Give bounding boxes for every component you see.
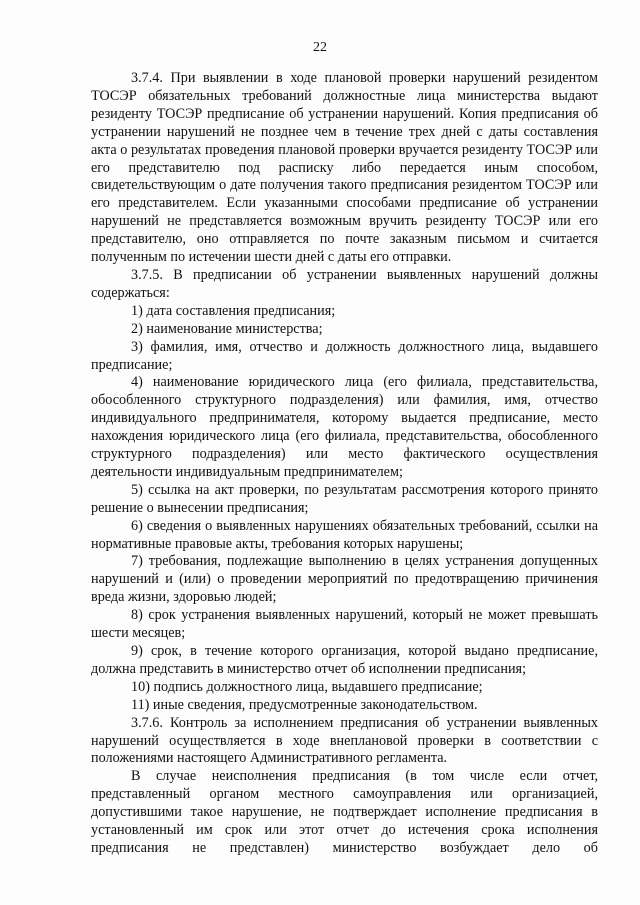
list-item-10: 10) подпись должностного лица, выдавшего предписание; — [131, 678, 483, 695]
list-item-3: 3) фамилия, имя, отчество и должность должностного лица, выдавшего предписание; — [91, 338, 598, 373]
document-body — [91, 70, 598, 858]
list-item-6: 6) сведения о выявленных нарушениях обязательных требований, ссылки на нормативные правовые акты, требования которых нарушены; — [91, 517, 598, 552]
list-item-1: 1) дата составления предписания; — [131, 302, 336, 319]
page-number: 22 — [313, 40, 327, 55]
list-item-4: 4) наименование юридического лица (его филиала, представительства, обособленного структурного подразделения) или фамилия, имя, отчество индивидуального предпринимателя, которому выдается предписание, место нахождения юридического лица (его филиала, представительства, обособленного структурного подразделения) или место фактического осуществления деятельности индивидуальным предпринимателем; — [91, 374, 598, 480]
list-item-11: 11) иные сведения, предусмотренные законодательством. — [131, 696, 478, 713]
list-item-9: 9) срок, в течение которого организация, которой выдано предписание, должна представить в министерство отчет об исполнении предписания; — [91, 643, 598, 677]
paragraph-noncompliance: В случае неисполнения предписания (в том числе если отчет, представленный органом местного самоуправления или организацией, допустившими такое нарушение, не подтверждает исполнение предписания в установленный им срок или этот отчет до истечения срока исполнения предписания не представлен) министерство возбуждает дело об — [91, 768, 598, 856]
list-item-5: 5) ссылка на акт проверки, по результатам рассмотрения которого принято решение о вынесении предписания; — [91, 481, 598, 516]
list-item-8: 8) срок устранения выявленных нарушений, который не может превышать шести месяцев; — [91, 607, 598, 642]
paragraph-3-7-5-intro: 3.7.5. В предписании об устранении выявленных нарушений должны содержаться: — [91, 266, 598, 301]
paragraph-3-7-4: 3.7.4. При выявлении в ходе плановой проверки нарушений резидентом ТОСЭР обязательных требований должностные лица министерства выдают резиденту ТОСЭР предписание об устранении нарушений. Копия предписания об устранении нарушений не позднее чем в течение трех дней с даты составления акта о результатах проведения плановой проверки вручается резиденту ТОСЭР или его представителю под расписку либо передается иным способом, свидетельствующим о дате получения такого предписания резидентом ТОСЭР или его представителем. Если указанными способами предписание об устранении нарушений не представляется возможным вручить резиденту ТОСЭР или его представителю, оно отправляется по почте заказным письмом и считается полученным по истечении шести дней с даты его отправки. — [91, 70, 598, 266]
list-item-2: 2) наименование министерства; — [131, 320, 323, 337]
list-item-7: 7) требования, подлежащие выполнению в целях устранения допущенных нарушений и (или) о проведении мероприятий по предотвращению причинения вреда жизни, здоровью людей; — [91, 553, 598, 606]
paragraph-3-7-6: 3.7.6. Контроль за исполнением предписания об устранении выявленных нарушений осуществляется в ходе внеплановой проверки в соответствии с положениями настоящего Административного регламента. — [91, 714, 598, 767]
